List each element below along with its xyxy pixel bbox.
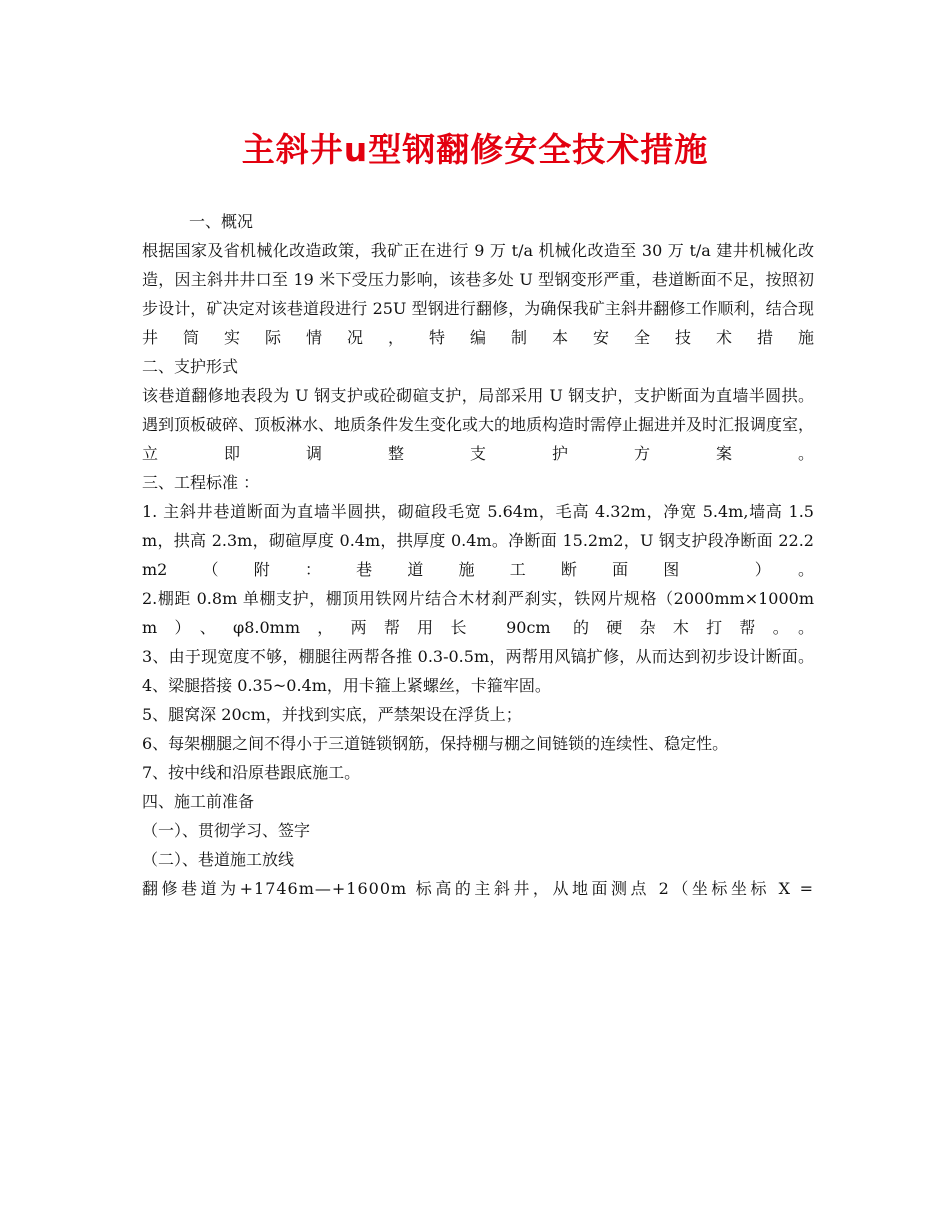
list-item-standard-4: 4、梁腿搭接 0.35~0.4m，用卡箍上紧螺丝，卡箍牢固。 (142, 676, 551, 695)
paragraph-support-form: 该巷道翻修地表段为 U 钢支护或砼砌碹支护，局部采用 U 钢支护，支护断面为直墙半圆拱。 (142, 386, 814, 405)
subsection-setting-out: （二）、巷道施工放线 (142, 850, 295, 869)
list-item-standard-7: 7、按中线和沿原巷跟底施工。 (142, 763, 361, 782)
section-heading-standards: 三、工程标准 ： (142, 473, 260, 492)
section-heading-overview: 一、概况 (189, 212, 254, 231)
list-item-standard-1: 1. 主斜井巷道断面为直墙半圆拱，砌碹段毛宽 5.64m，毛高 4.32m，净宽 5.4m,墙高 1.5m，拱高 2.3m，砌碹厚度 0.4m，拱厚度 0.4m。净断面 15.2m2，U 钢支护段净断面 22.2m2（附：巷道施工断面图 ）。 (142, 502, 814, 579)
subsection-study-sign: （一）、贯彻学习、签字 (142, 821, 311, 840)
list-item-standard-5: 5、腿窝深 20cm，并找到实底，严禁架设在浮货上； (142, 705, 522, 724)
document-body (142, 207, 814, 903)
list-item-standard-3: 3、由于现宽度不够，棚腿往两帮各推 0.3-0.5m，两帮用风镐扩修，从而达到初步设计断面。 (142, 647, 814, 666)
section-heading-preparation: 四、施工前准备 (142, 792, 255, 811)
list-item-standard-6: 6、每架棚腿之间不得小于三道链锁钢筋，保持棚与棚之间链锁的连续性、稳定性。 (142, 734, 729, 753)
paragraph-support-adjust: 遇到顶板破碎、顶板淋水、地质条件发生变化或大的地质构造时需停止掘进并及时汇报调度室，立即调整支护方案。 (142, 415, 815, 463)
document-title: 主斜井u型钢翻修安全技术措施 (241, 130, 709, 169)
section-heading-support: 二、支护形式 (142, 357, 239, 376)
list-item-standard-2: 2.棚距 0.8m 单棚支护，棚顶用铁网片结合木材刹严刹实，铁网片规格（2000mm×1000mm）、φ8.0mm，两帮用长 90cm 的硬杂木打帮。。 (142, 589, 814, 637)
paragraph-setting-out: 翻修巷道为+1746m—+1600m 标高的主斜井，从地面测点 2（坐标坐标 X = (142, 879, 814, 898)
paragraph-overview: 根据国家及省机械化改造政策，我矿正在进行 9 万 t/a 机械化改造至 30 万 t/a 建井机械化改造，因主斜井井口至 19 米下受压力影响，该巷多处 U 型钢变形严重，巷道断面不足，按照初步设计，矿决定对该巷道段进行 25U 型钢进行翻修，为确保我矿主斜井翻修工作顺利，结合现井筒实际情况，特编制本安全技术措施 (142, 241, 814, 347)
